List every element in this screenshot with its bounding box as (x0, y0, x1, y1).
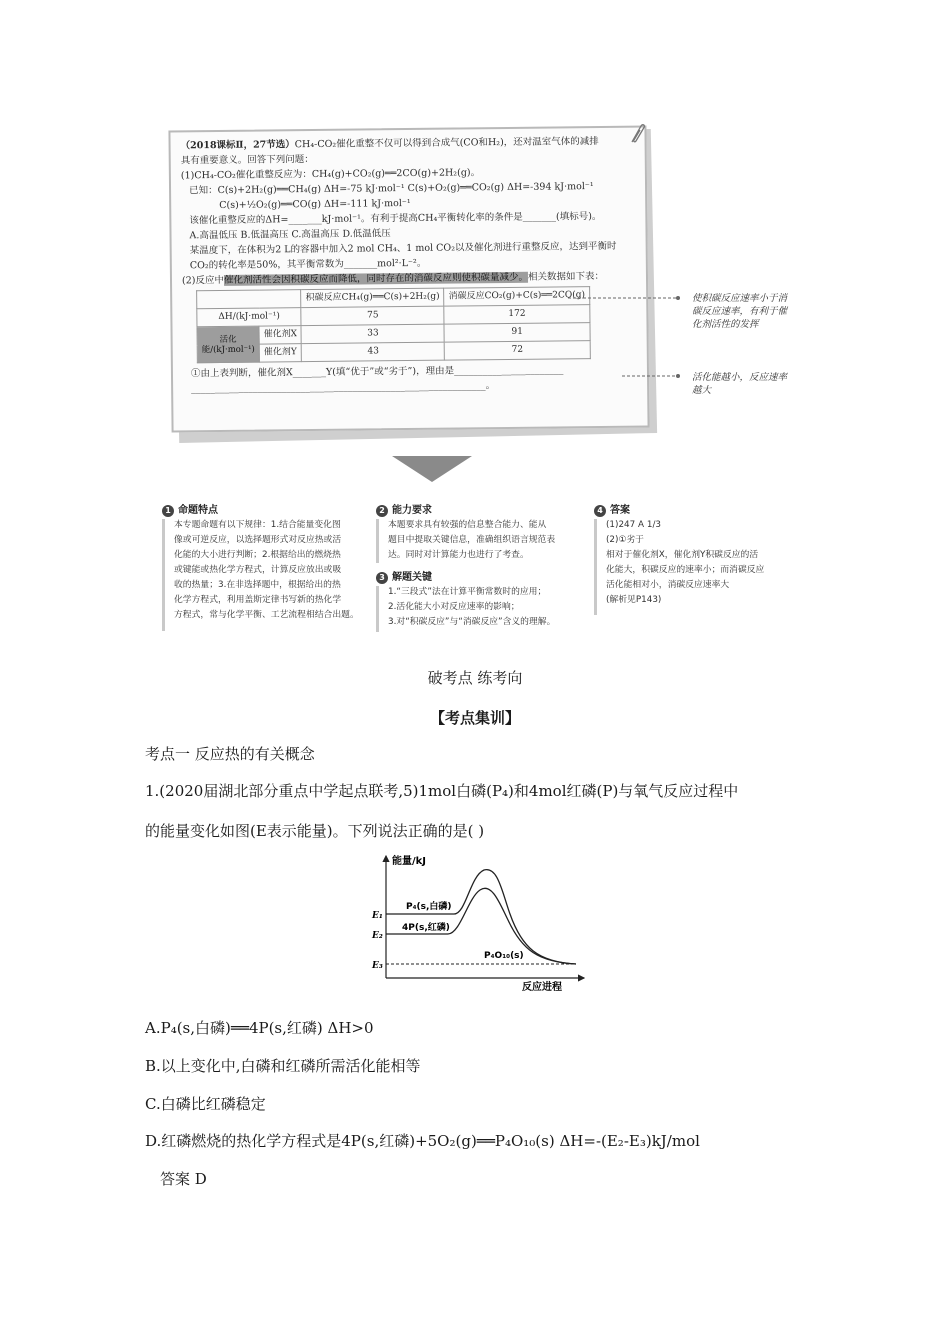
badge-icon: 1 (162, 505, 174, 517)
panel-line: 2.活化能大小对反应速率的影响； (388, 602, 520, 612)
badge-icon: 2 (376, 505, 388, 517)
panel-line: 方程式，常与化学平衡、工艺流程相结合出题。 (174, 610, 359, 620)
table-row-label: 催化剂Y (259, 344, 302, 362)
panel-title: 能力要求 (392, 505, 432, 516)
card-text-6: 该催化重整反应的ΔH=_______kJ·mol⁻¹。有利于提高CH₄平衡转化率的条件是_______(填标号)。 (189, 210, 602, 227)
card-text-1: CH₄-CO₂催化重整不仅可以得到合成气(CO和H₂)，还对温室气体的减排 (294, 136, 599, 151)
answer-line: 答案 D (160, 1170, 207, 1188)
panel-line: 本题要求具有较强的信息整合能力、能从 (388, 520, 547, 530)
card-highlight: 催化剂活性会因积碳反应而降低，同时存在的消碳反应则使积碳量减少。 (223, 271, 529, 286)
panel-bar (594, 519, 597, 615)
x-axis-label: 反应进程 (522, 982, 562, 992)
panel-line: (2)①劣于 (606, 535, 644, 545)
topic-heading: 考点一 反应热的有关概念 (145, 745, 315, 763)
table-cell: 75 (301, 306, 444, 325)
panel-answer (594, 503, 790, 615)
level-label-e1: E₁ (372, 911, 383, 921)
panel-heading (162, 503, 374, 518)
panel-heading (594, 503, 790, 518)
energy-diagram (362, 852, 592, 992)
curve-white-phosphorus (386, 870, 576, 964)
badge-icon: 3 (376, 572, 388, 584)
panel-features (162, 503, 374, 633)
card-header-tag: （2018课标Ⅱ，27节选） (180, 139, 295, 152)
card-text-10a: (2)反应中 (181, 274, 225, 287)
option-c[interactable]: C.白磷比红磷稳定 (145, 1095, 266, 1113)
panel-ability (376, 503, 586, 563)
panel-line: 像或可逆反应，以选择题形式对反应热或活 (174, 535, 342, 545)
panel-title: 答案 (610, 505, 630, 516)
question-text-line-2: 的能量变化如图(E表示能量)。下列说法正确的是( ) (145, 822, 485, 840)
table-header-cell: 积碳反应CH₄(g)══C(s)+2H₂(g) (301, 288, 444, 307)
panel-line: 题目中提取关键信息，准确组织语言规范表 (388, 535, 556, 545)
side-note-2: 活化能越小，反应速率越大 (692, 372, 788, 396)
panel-bar (376, 586, 379, 632)
panel-line: 1.“三段式”法在计算平衡常数时的应用； (388, 587, 547, 597)
panel-line: (1)247 A 1/3 (606, 520, 662, 530)
table-cell: 72 (445, 341, 591, 361)
side-note-1: 使积碳反应速率小于消碳反应速率，有利于催化剂活性的发挥 (692, 293, 788, 330)
card-text-3: (1)CH₄-CO₂催化重整反应为：CH₄(g)+CO₂(g)══2CO(g)+2H₂(g)。 (180, 167, 481, 182)
panel-heading (376, 570, 586, 585)
panel-key (376, 570, 586, 632)
badge-icon: 4 (594, 505, 606, 517)
panel-line: 化能大，积碳反应的速率小；而消碳反应 (606, 565, 765, 575)
paperclip-icon (626, 122, 646, 144)
panel-line: 化学方程式，利用盖斯定律书写新的热化学 (174, 595, 342, 605)
table-cell: 172 (444, 305, 590, 325)
series-label-red: 4P(s,红磷) (402, 923, 450, 933)
table-corner (197, 290, 302, 309)
panel-line: 活化能相对小，消碳反应速率大 (606, 580, 730, 590)
card-text-5: C(s)+½O₂(g)══CO(g) ΔH=-111 kJ·mol⁻¹ (219, 197, 411, 211)
card-text-9: CO₂的转化率是50%，其平衡常数为_______mol²·L⁻²。 (189, 257, 427, 272)
card-text-12: ______________________________________________________________。 (191, 380, 496, 395)
table-row-label: 活化能/(kJ·mol⁻¹) (197, 326, 259, 363)
table-row-label: 催化剂X (259, 326, 302, 344)
panel-line: 达。同时对计算能力也进行了考查。 (388, 550, 529, 560)
panel-title: 解题关键 (392, 572, 432, 583)
panel-line: 或键能或热化学方程式，计算反应放出或吸 (174, 565, 342, 575)
card-text-8: 某温度下，在体积为2 L的容器中加入2 mol CH₄、1 mol CO₂以及催化剂进行重整反应，达到平衡时 (189, 240, 617, 257)
panel-heading (376, 503, 586, 518)
option-a[interactable]: A.P₄(s,白磷)══4P(s,红磷) ΔH>0 (145, 1019, 374, 1037)
reaction-table (196, 286, 591, 363)
panel-line: 收的热量；3.在非选择题中，根据给出的热 (174, 580, 341, 590)
level-label-e3: E₃ (372, 961, 383, 971)
panel-line: (解析见P143) (606, 595, 662, 605)
sub-title: 【考点集训】 (429, 709, 520, 727)
panel-line: 相对于催化剂X，催化剂Y积碳反应的活 (606, 550, 759, 560)
question-text-line-1: 1.(2020届湖北部分重点中学起点联考,5)1mol白磷(P₄)和4mol红磷(P)与氧气反应过程中 (145, 782, 739, 800)
product-label: P₄O₁₀(s) (484, 951, 524, 961)
panel-line: 3.对“积碳反应”与“消碳反应”含义的理解。 (388, 617, 556, 627)
level-label-e2: E₂ (372, 931, 383, 941)
y-axis-label: 能量/kJ (392, 856, 427, 867)
option-b[interactable]: B.以上变化中,白磷和红磷所需活化能相等 (145, 1057, 421, 1075)
down-arrow-icon (392, 456, 472, 482)
series-label-white: P₄(s,白磷) (406, 902, 452, 912)
panel-bar (162, 519, 165, 631)
card-text-11: ①由上表判断，催化剂X_______Y(填“优于”或“劣于”)，理由是_______________________ (190, 364, 564, 380)
panel-line: 化能的大小进行判断；2.根据给出的燃烧热 (174, 550, 341, 560)
card-text-4: 已知：C(s)+2H₂(g)══CH₄(g) ΔH=-75 kJ·mol⁻¹ C(s)+O₂(g)══CO₂(g) ΔH=-394 kJ·mol⁻¹ (189, 181, 594, 197)
option-d[interactable]: D.红磷燃烧的热化学方程式是4P(s,红磷)+5O₂(g)══P₄O₁₀(s) ΔH=-(E₂-E₃)kJ/mol (145, 1132, 700, 1150)
table-cell: 91 (444, 323, 590, 343)
card-text-10b: 相关数据如下表： (527, 270, 605, 283)
card-text-7: A.高温低压 B.低温高压 C.高温高压 D.低温低压 (189, 228, 391, 242)
note-connectors (560, 290, 690, 390)
table-header-cell: 消碳反应CO₂(g)+C(s)══2CO(g) (444, 287, 590, 307)
card-text-2: 具有重要意义。回答下列问题： (180, 153, 314, 167)
table-row-label: ΔH/(kJ·mol⁻¹) (197, 308, 302, 327)
table-cell: 43 (302, 342, 445, 361)
panel-line: 本专题命题有以下规律：1.结合能量变化图 (174, 520, 341, 530)
panel-bar (376, 519, 379, 563)
panel-title: 命题特点 (178, 505, 218, 516)
table-cell: 33 (301, 324, 444, 343)
section-title: 破考点 练考向 (427, 669, 523, 687)
